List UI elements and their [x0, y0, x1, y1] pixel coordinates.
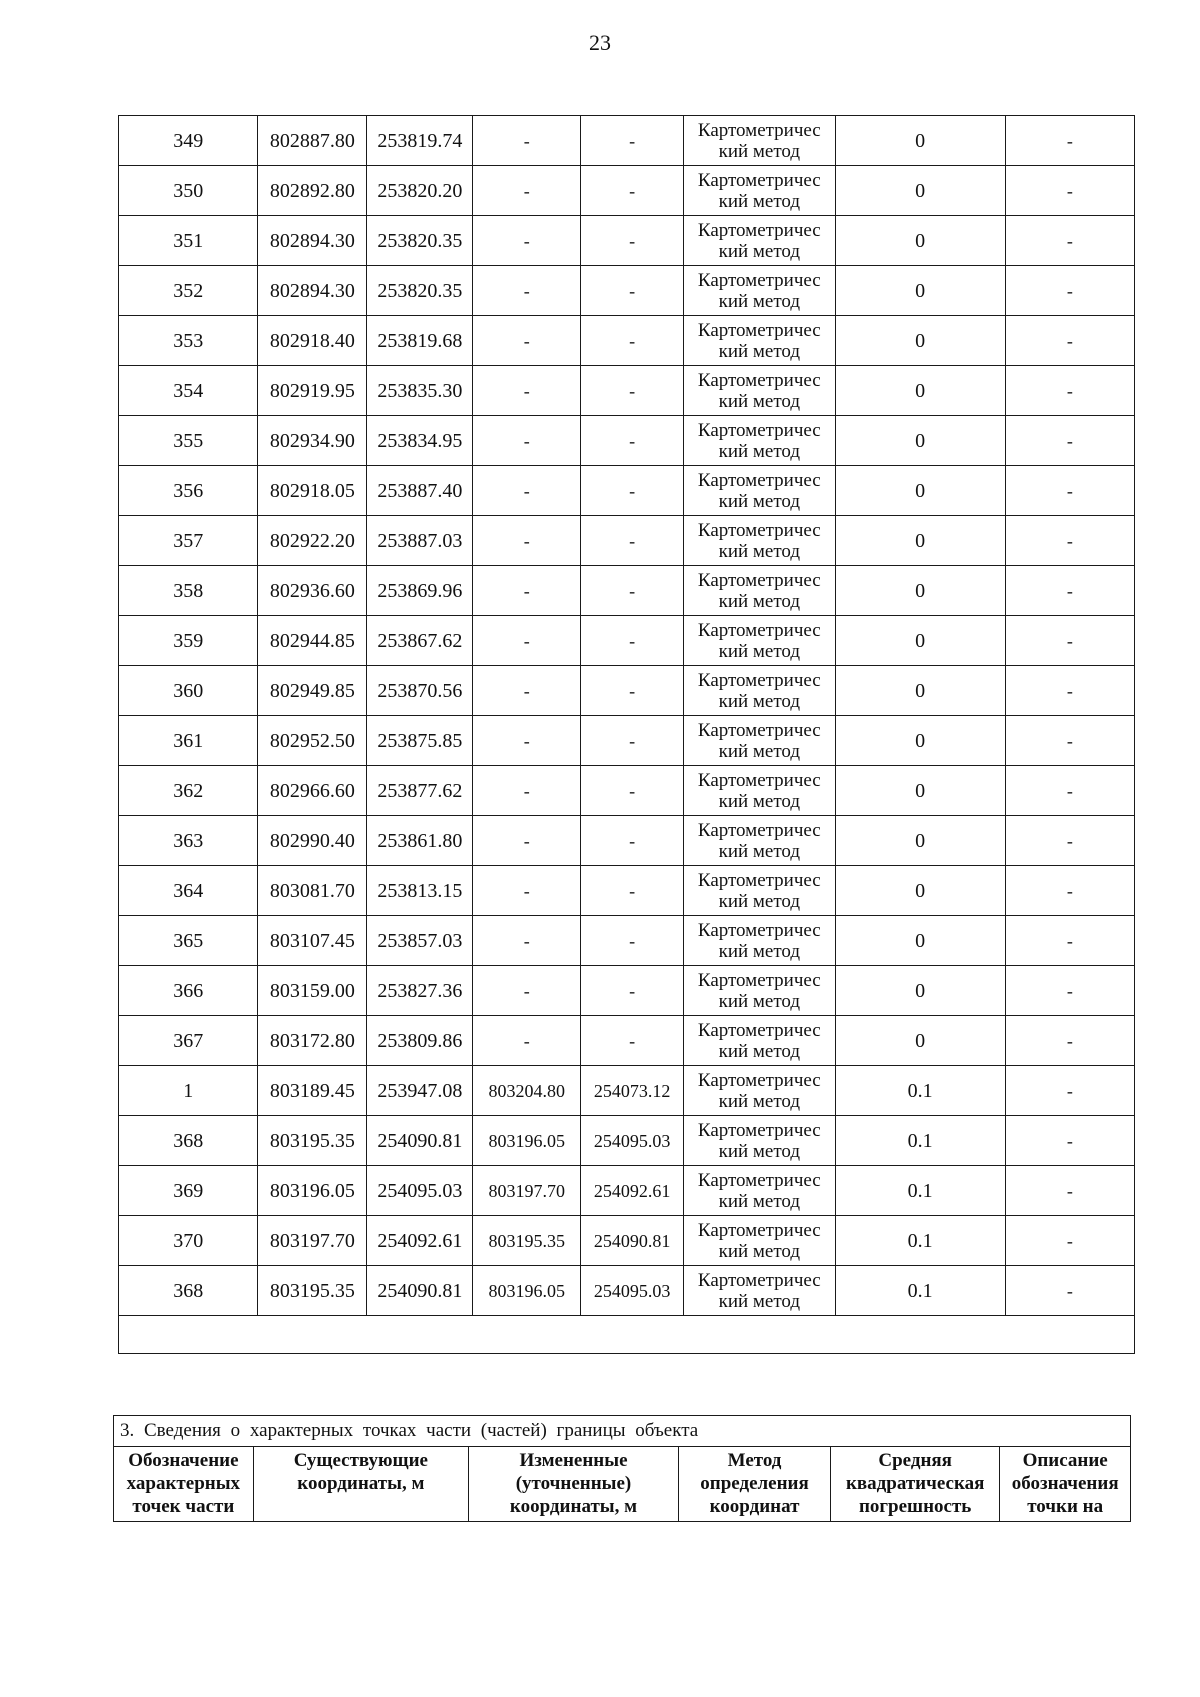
accuracy-cell: 0	[835, 966, 1005, 1016]
new-y-cell: 254073.12	[581, 1066, 684, 1116]
existing-x-cell: 803196.05	[258, 1166, 367, 1216]
point-number-cell: 355	[119, 416, 258, 466]
new-y-cell: -	[581, 916, 684, 966]
description-cell: -	[1005, 1066, 1134, 1116]
new-x-cell: -	[473, 466, 581, 516]
new-y-cell: 254092.61	[581, 1166, 684, 1216]
new-x-cell: 803204.80	[473, 1066, 581, 1116]
header-line: определения	[700, 1473, 809, 1494]
new-x-cell: -	[473, 966, 581, 1016]
method-line-1: Картометричес	[697, 219, 821, 241]
new-x-cell: 803196.05	[473, 1266, 581, 1316]
description-cell: -	[1005, 1116, 1134, 1166]
existing-x-cell: 802919.95	[258, 366, 367, 416]
method-cell	[683, 766, 835, 816]
table-row	[119, 416, 1135, 466]
section3-header-cell	[679, 1447, 831, 1522]
method-line-1: Картометричес	[697, 119, 821, 141]
new-y-cell: -	[581, 116, 684, 166]
method-cell	[683, 966, 835, 1016]
description-cell: -	[1005, 166, 1134, 216]
method-line-2: кий метод	[718, 640, 801, 662]
header-line: погрешность	[858, 1496, 972, 1517]
point-number-cell: 356	[119, 466, 258, 516]
new-y-cell: -	[581, 416, 684, 466]
existing-x-cell: 802922.20	[258, 516, 367, 566]
method-line-1: Картометричес	[697, 369, 821, 391]
header-line: точек части	[132, 1496, 235, 1517]
new-x-cell: -	[473, 266, 581, 316]
page-number: 23	[589, 30, 611, 55]
existing-y-cell: 253813.15	[367, 866, 473, 916]
new-y-cell: -	[581, 716, 684, 766]
existing-x-cell: 802887.80	[258, 116, 367, 166]
description-cell: -	[1005, 716, 1134, 766]
description-cell: -	[1005, 816, 1134, 866]
accuracy-cell: 0	[835, 316, 1005, 366]
description-cell: -	[1005, 966, 1134, 1016]
table-row	[119, 666, 1135, 716]
existing-y-cell: 253875.85	[367, 716, 473, 766]
table-row	[119, 816, 1135, 866]
method-cell	[683, 916, 835, 966]
method-cell	[683, 1166, 835, 1216]
section3-header-row	[114, 1447, 1131, 1522]
existing-x-cell: 802944.85	[258, 616, 367, 666]
coordinates-table	[118, 115, 1135, 1354]
point-number-cell: 353	[119, 316, 258, 366]
method-cell	[683, 716, 835, 766]
description-cell: -	[1005, 666, 1134, 716]
method-line-1: Картометричес	[697, 469, 821, 491]
table-row	[119, 316, 1135, 366]
existing-x-cell: 802949.85	[258, 666, 367, 716]
method-line-1: Картометричес	[697, 1219, 821, 1241]
table-row	[119, 116, 1135, 166]
table-row	[119, 1066, 1135, 1116]
method-line-1: Картометричес	[697, 269, 821, 291]
existing-x-cell: 802918.05	[258, 466, 367, 516]
accuracy-cell: 0.1	[835, 1166, 1005, 1216]
method-line-1: Картометричес	[697, 1019, 821, 1041]
header-line: Средняя	[878, 1450, 952, 1471]
table-row	[119, 716, 1135, 766]
section3-title: 3. Сведения о характерных точках части (частей) границы объекта	[114, 1416, 1131, 1447]
existing-y-cell: 253861.80	[367, 816, 473, 866]
existing-y-cell: 254095.03	[367, 1166, 473, 1216]
blank-cell	[119, 1316, 1135, 1354]
existing-y-cell: 254090.81	[367, 1266, 473, 1316]
accuracy-cell: 0	[835, 616, 1005, 666]
method-line-1: Картометричес	[697, 819, 821, 841]
method-line-2: кий метод	[718, 190, 801, 212]
point-number-cell: 370	[119, 1216, 258, 1266]
table-row	[119, 1266, 1135, 1316]
method-line-2: кий метод	[718, 340, 801, 362]
method-line-2: кий метод	[718, 240, 801, 262]
accuracy-cell: 0.1	[835, 1116, 1005, 1166]
method-line-2: кий метод	[718, 490, 801, 512]
method-cell	[683, 1266, 835, 1316]
point-number-cell: 369	[119, 1166, 258, 1216]
point-number-cell: 368	[119, 1266, 258, 1316]
description-cell: -	[1005, 216, 1134, 266]
new-y-cell: -	[581, 766, 684, 816]
method-cell	[683, 266, 835, 316]
new-y-cell: -	[581, 816, 684, 866]
description-cell: -	[1005, 266, 1134, 316]
description-cell: -	[1005, 416, 1134, 466]
new-x-cell: -	[473, 816, 581, 866]
new-y-cell: -	[581, 216, 684, 266]
table-row	[119, 266, 1135, 316]
new-x-cell: -	[473, 766, 581, 816]
section3-header-cell	[114, 1447, 254, 1522]
point-number-cell: 362	[119, 766, 258, 816]
table-row	[119, 916, 1135, 966]
new-y-cell: -	[581, 316, 684, 366]
new-y-cell: -	[581, 966, 684, 1016]
existing-y-cell: 253887.03	[367, 516, 473, 566]
new-x-cell: -	[473, 716, 581, 766]
existing-y-cell: 253820.35	[367, 216, 473, 266]
accuracy-cell: 0	[835, 566, 1005, 616]
new-y-cell: 254095.03	[581, 1116, 684, 1166]
new-y-cell: -	[581, 1016, 684, 1066]
description-cell: -	[1005, 766, 1134, 816]
point-number-cell: 358	[119, 566, 258, 616]
accuracy-cell: 0	[835, 1016, 1005, 1066]
header-line: координаты, м	[509, 1496, 638, 1517]
coordinates-table-body	[119, 116, 1135, 1354]
existing-x-cell: 803159.00	[258, 966, 367, 1016]
method-cell	[683, 566, 835, 616]
new-x-cell: -	[473, 516, 581, 566]
method-cell	[683, 216, 835, 266]
method-cell	[683, 416, 835, 466]
method-line-1: Картометричес	[697, 619, 821, 641]
method-line-1: Картометричес	[697, 1169, 821, 1191]
existing-y-cell: 253867.62	[367, 616, 473, 666]
method-line-2: кий метод	[718, 840, 801, 862]
new-y-cell: -	[581, 566, 684, 616]
table-row	[119, 1016, 1135, 1066]
accuracy-cell: 0	[835, 116, 1005, 166]
point-number-cell: 360	[119, 666, 258, 716]
new-y-cell: -	[581, 516, 684, 566]
table-row	[119, 616, 1135, 666]
point-number-cell: 1	[119, 1066, 258, 1116]
header-line: координаты, м	[297, 1473, 425, 1494]
new-y-cell: -	[581, 166, 684, 216]
existing-x-cell: 803172.80	[258, 1016, 367, 1066]
accuracy-cell: 0	[835, 516, 1005, 566]
existing-y-cell: 253870.56	[367, 666, 473, 716]
table-row	[119, 1216, 1135, 1266]
method-cell	[683, 1216, 835, 1266]
method-line-2: кий метод	[718, 140, 801, 162]
new-y-cell: 254095.03	[581, 1266, 684, 1316]
method-cell	[683, 116, 835, 166]
new-x-cell: -	[473, 216, 581, 266]
method-cell	[683, 316, 835, 366]
accuracy-cell: 0	[835, 416, 1005, 466]
point-number-cell: 363	[119, 816, 258, 866]
point-number-cell: 354	[119, 366, 258, 416]
existing-x-cell: 802918.40	[258, 316, 367, 366]
accuracy-cell: 0	[835, 666, 1005, 716]
table-row	[119, 866, 1135, 916]
accuracy-cell: 0	[835, 916, 1005, 966]
method-line-2: кий метод	[718, 1240, 801, 1262]
accuracy-cell: 0	[835, 466, 1005, 516]
accuracy-cell: 0	[835, 266, 1005, 316]
header-line: характерных	[126, 1473, 241, 1494]
description-cell: -	[1005, 1266, 1134, 1316]
description-cell: -	[1005, 316, 1134, 366]
method-line-1: Картометричес	[697, 519, 821, 541]
table-row	[119, 216, 1135, 266]
method-cell	[683, 366, 835, 416]
existing-y-cell: 253827.36	[367, 966, 473, 1016]
header-line: Метод	[727, 1450, 782, 1471]
point-number-cell: 366	[119, 966, 258, 1016]
new-x-cell: -	[473, 366, 581, 416]
existing-y-cell: 253877.62	[367, 766, 473, 816]
existing-y-cell: 253819.68	[367, 316, 473, 366]
existing-x-cell: 803195.35	[258, 1116, 367, 1166]
new-y-cell: 254090.81	[581, 1216, 684, 1266]
accuracy-cell: 0	[835, 866, 1005, 916]
method-line-2: кий метод	[718, 540, 801, 562]
table-row	[119, 466, 1135, 516]
point-number-cell: 357	[119, 516, 258, 566]
method-line-1: Картометричес	[697, 1069, 821, 1091]
table-row	[119, 566, 1135, 616]
new-y-cell: -	[581, 666, 684, 716]
new-x-cell: -	[473, 316, 581, 366]
method-line-2: кий метод	[718, 1040, 801, 1062]
new-y-cell: -	[581, 466, 684, 516]
method-line-2: кий метод	[718, 290, 801, 312]
header-line: Существующие	[293, 1450, 428, 1471]
new-x-cell: -	[473, 616, 581, 666]
header-line: квадратическая	[845, 1473, 985, 1494]
existing-x-cell: 802934.90	[258, 416, 367, 466]
method-cell	[683, 866, 835, 916]
existing-x-cell: 803189.45	[258, 1066, 367, 1116]
method-cell	[683, 516, 835, 566]
existing-x-cell: 802990.40	[258, 816, 367, 866]
method-line-2: кий метод	[718, 790, 801, 812]
accuracy-cell: 0	[835, 216, 1005, 266]
method-line-1: Картометричес	[697, 169, 821, 191]
table-row	[119, 516, 1135, 566]
existing-x-cell: 802936.60	[258, 566, 367, 616]
method-line-2: кий метод	[718, 990, 801, 1012]
new-x-cell: -	[473, 666, 581, 716]
description-cell: -	[1005, 1166, 1134, 1216]
point-number-cell: 350	[119, 166, 258, 216]
existing-x-cell: 803081.70	[258, 866, 367, 916]
existing-y-cell: 253809.86	[367, 1016, 473, 1066]
method-line-1: Картометричес	[697, 769, 821, 791]
new-x-cell: -	[473, 1016, 581, 1066]
method-cell	[683, 816, 835, 866]
method-cell	[683, 1116, 835, 1166]
method-line-2: кий метод	[718, 390, 801, 412]
point-number-cell: 351	[119, 216, 258, 266]
point-number-cell: 359	[119, 616, 258, 666]
method-line-2: кий метод	[718, 940, 801, 962]
point-number-cell: 349	[119, 116, 258, 166]
method-line-1: Картометричес	[697, 569, 821, 591]
point-number-cell: 365	[119, 916, 258, 966]
method-line-2: кий метод	[718, 740, 801, 762]
header-line: Измененные	[519, 1450, 628, 1471]
method-line-2: кий метод	[718, 440, 801, 462]
method-cell	[683, 466, 835, 516]
method-line-1: Картометричес	[697, 419, 821, 441]
method-line-2: кий метод	[718, 590, 801, 612]
method-cell	[683, 616, 835, 666]
method-cell	[683, 1066, 835, 1116]
new-x-cell: -	[473, 116, 581, 166]
new-x-cell: -	[473, 566, 581, 616]
description-cell: -	[1005, 116, 1134, 166]
header-line: точки на	[1027, 1496, 1104, 1517]
method-line-2: кий метод	[718, 890, 801, 912]
accuracy-cell: 0.1	[835, 1066, 1005, 1116]
existing-x-cell: 802894.30	[258, 216, 367, 266]
method-line-1: Картометричес	[697, 919, 821, 941]
existing-y-cell: 254090.81	[367, 1116, 473, 1166]
table-row	[119, 366, 1135, 416]
table-row	[119, 1116, 1135, 1166]
method-line-1: Картометричес	[697, 1119, 821, 1141]
existing-x-cell: 802952.50	[258, 716, 367, 766]
table-row	[119, 166, 1135, 216]
accuracy-cell: 0	[835, 816, 1005, 866]
existing-y-cell: 253820.20	[367, 166, 473, 216]
point-number-cell: 364	[119, 866, 258, 916]
new-x-cell: 803196.05	[473, 1116, 581, 1166]
method-line-1: Картометричес	[697, 719, 821, 741]
existing-y-cell: 253947.08	[367, 1066, 473, 1116]
description-cell: -	[1005, 466, 1134, 516]
table-row	[119, 1166, 1135, 1216]
new-x-cell: -	[473, 166, 581, 216]
description-cell: -	[1005, 1016, 1134, 1066]
description-cell: -	[1005, 1216, 1134, 1266]
new-y-cell: -	[581, 866, 684, 916]
new-y-cell: -	[581, 266, 684, 316]
existing-x-cell: 803195.35	[258, 1266, 367, 1316]
method-line-1: Картометричес	[697, 319, 821, 341]
description-cell: -	[1005, 366, 1134, 416]
method-line-2: кий метод	[718, 1140, 801, 1162]
method-line-1: Картометричес	[697, 1269, 821, 1291]
header-line: обозначения	[1011, 1473, 1119, 1494]
section3-header-cell	[253, 1447, 468, 1522]
existing-y-cell: 253869.96	[367, 566, 473, 616]
new-x-cell: -	[473, 416, 581, 466]
new-y-cell: -	[581, 366, 684, 416]
method-cell	[683, 1016, 835, 1066]
existing-y-cell: 253820.35	[367, 266, 473, 316]
section3-table	[113, 1415, 1131, 1522]
accuracy-cell: 0	[835, 366, 1005, 416]
method-line-1: Картометричес	[697, 669, 821, 691]
method-line-1: Картометричес	[697, 869, 821, 891]
description-cell: -	[1005, 566, 1134, 616]
existing-x-cell: 803197.70	[258, 1216, 367, 1266]
header-line: Описание	[1022, 1450, 1108, 1471]
method-line-1: Картометричес	[697, 969, 821, 991]
method-cell	[683, 166, 835, 216]
header-line: Обозначение	[128, 1450, 239, 1471]
description-cell: -	[1005, 616, 1134, 666]
description-cell: -	[1005, 916, 1134, 966]
description-cell: -	[1005, 866, 1134, 916]
accuracy-cell: 0	[835, 716, 1005, 766]
section3-header-cell	[831, 1447, 1000, 1522]
existing-y-cell: 253857.03	[367, 916, 473, 966]
existing-y-cell: 253819.74	[367, 116, 473, 166]
header-line: (уточненные)	[515, 1473, 632, 1494]
new-x-cell: -	[473, 916, 581, 966]
method-line-2: кий метод	[718, 690, 801, 712]
method-line-2: кий метод	[718, 1090, 801, 1112]
description-cell: -	[1005, 516, 1134, 566]
new-y-cell: -	[581, 616, 684, 666]
existing-x-cell: 803107.45	[258, 916, 367, 966]
existing-y-cell: 253887.40	[367, 466, 473, 516]
existing-y-cell: 253834.95	[367, 416, 473, 466]
accuracy-cell: 0	[835, 166, 1005, 216]
new-x-cell: -	[473, 866, 581, 916]
method-cell	[683, 666, 835, 716]
accuracy-cell: 0.1	[835, 1216, 1005, 1266]
accuracy-cell: 0.1	[835, 1266, 1005, 1316]
section3-header-cell	[468, 1447, 678, 1522]
existing-y-cell: 254092.61	[367, 1216, 473, 1266]
section3-header-cell	[1000, 1447, 1131, 1522]
accuracy-cell: 0	[835, 766, 1005, 816]
method-line-2: кий метод	[718, 1290, 801, 1312]
existing-x-cell: 802894.30	[258, 266, 367, 316]
blank-row	[119, 1316, 1135, 1354]
point-number-cell: 352	[119, 266, 258, 316]
existing-x-cell: 802966.60	[258, 766, 367, 816]
point-number-cell: 367	[119, 1016, 258, 1066]
existing-x-cell: 802892.80	[258, 166, 367, 216]
method-line-2: кий метод	[718, 1190, 801, 1212]
new-x-cell: 803197.70	[473, 1166, 581, 1216]
point-number-cell: 368	[119, 1116, 258, 1166]
existing-y-cell: 253835.30	[367, 366, 473, 416]
point-number-cell: 361	[119, 716, 258, 766]
header-line: координат	[709, 1496, 800, 1517]
table-row	[119, 966, 1135, 1016]
new-x-cell: 803195.35	[473, 1216, 581, 1266]
table-row	[119, 766, 1135, 816]
